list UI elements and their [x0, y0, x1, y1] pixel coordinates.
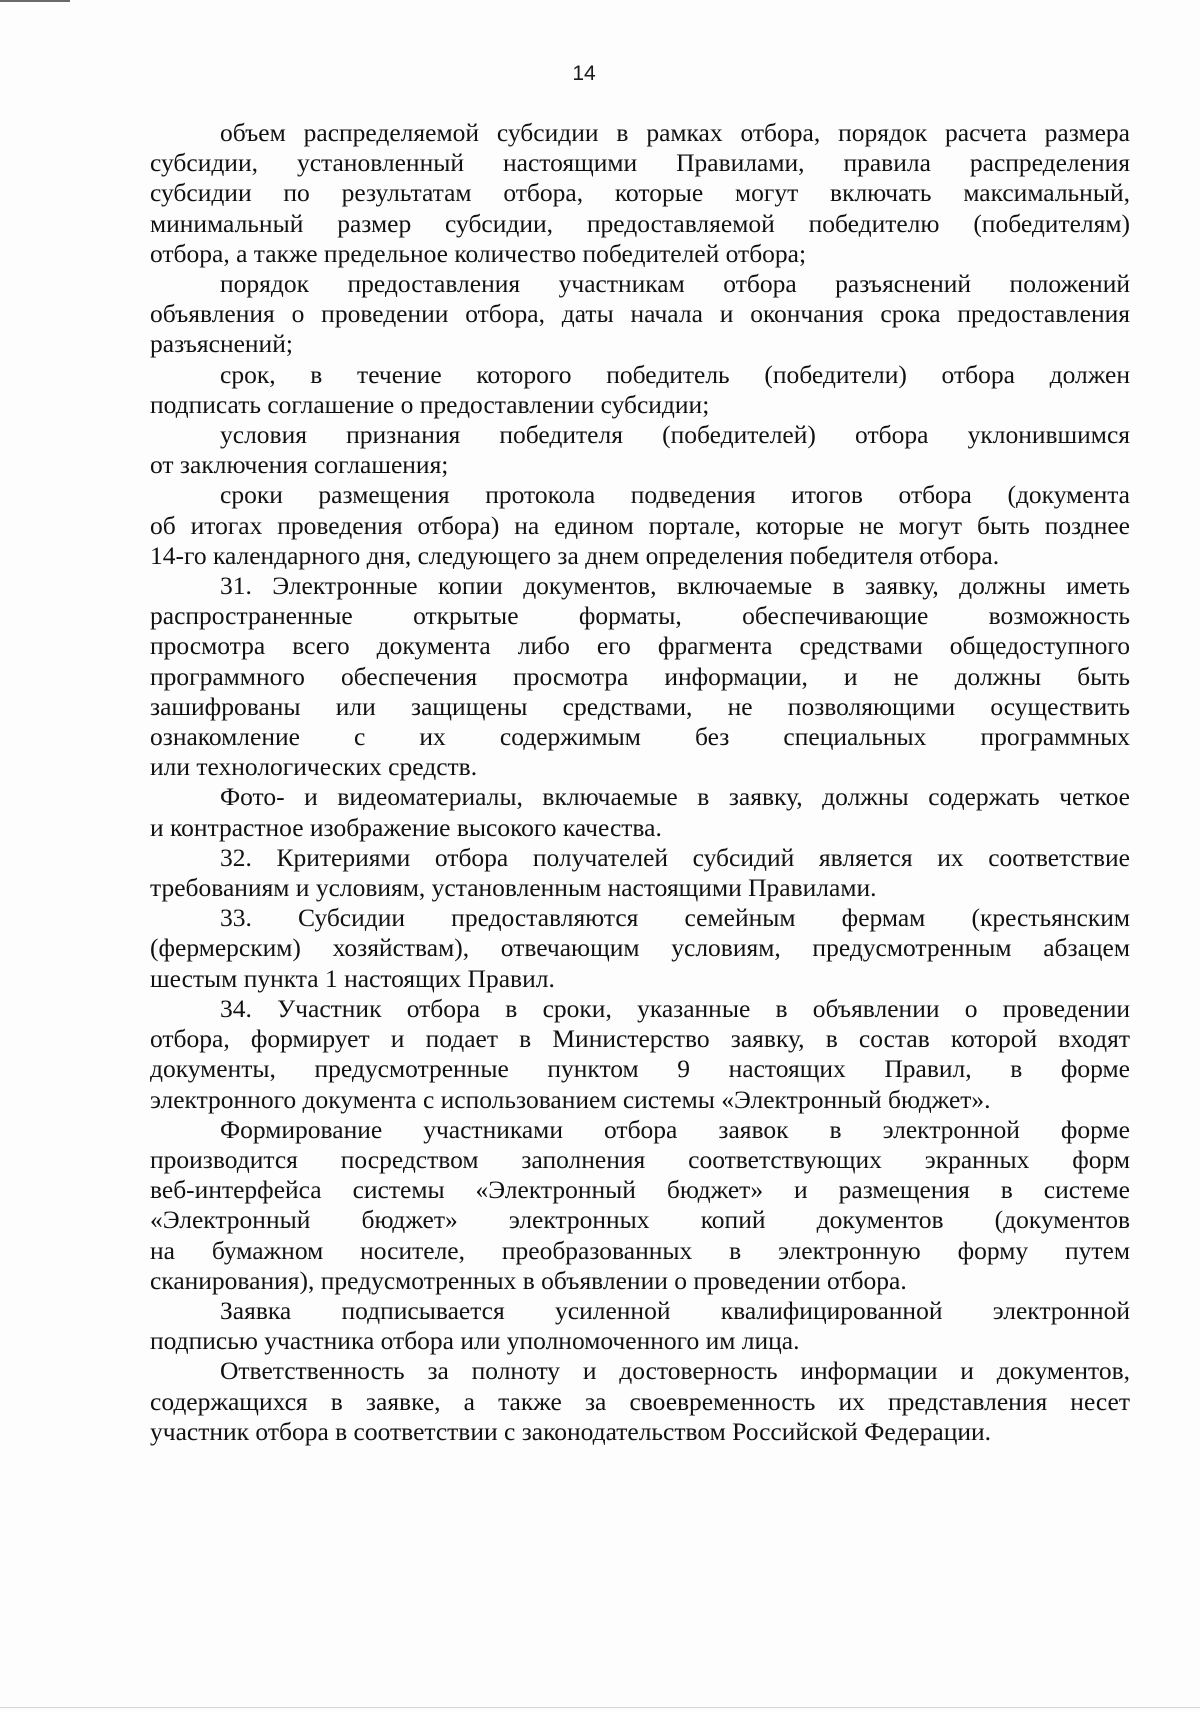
- paragraph: [150, 994, 1130, 1115]
- text-line: объявления о проведении отбора, даты начала и окончания срока предоставления: [150, 299, 1130, 329]
- paragraph: [150, 843, 1130, 903]
- text-line: отбора, а также предельное количество победителей отбора;: [150, 238, 807, 268]
- text-line: минимальный размер субсидии, предоставляемой победителю (победителям): [150, 208, 1130, 238]
- text-line: об итогах проведения отбора) на едином портале, которые не могут быть позднее: [150, 510, 1130, 540]
- text-line: производится посредством заполнения соответствующих экранных форм: [150, 1144, 1130, 1174]
- text-line: условия признания победителя (победителей) отбора уклонившимся: [220, 420, 1130, 450]
- text-line: содержащихся в заявке, а также за своевременность их представления несет: [150, 1386, 1130, 1416]
- text-line: и контрастное изображение высокого качества.: [150, 812, 662, 842]
- text-line: участник отбора в соответствии с законодательством Российской Федерации.: [150, 1416, 992, 1446]
- text-line: разъяснений;: [150, 329, 293, 359]
- paragraph: [150, 1296, 1130, 1356]
- text-line: срок, в течение которого победитель (победители) отбора должен: [220, 359, 1130, 389]
- text-line: сроки размещения протокола подведения итогов отбора (документа: [220, 480, 1130, 510]
- text-line: 32. Критериями отбора получателей субсидий является их соответствие: [220, 842, 1130, 872]
- text-line: ознакомление с их содержимым без специальных программных: [150, 722, 1130, 752]
- paragraph: [150, 1115, 1130, 1296]
- text-line: на бумажном носителе, преобразованных в электронную форму путем: [150, 1235, 1130, 1265]
- text-line: отбора, формирует и подает в Министерство заявку, в состав которой входят: [150, 1024, 1130, 1054]
- page-number: 14: [572, 62, 596, 85]
- text-line: подписать соглашение о предоставлении субсидии;: [150, 389, 710, 419]
- paragraph: [150, 1356, 1130, 1447]
- paragraph: [150, 782, 1130, 842]
- text-line: или технологических средств.: [150, 752, 478, 782]
- text-line: шестым пункта 1 настоящих Правил.: [150, 963, 555, 993]
- paragraph: [150, 269, 1130, 360]
- text-line: 14-го календарного дня, следующего за днем определения победителя отбора.: [150, 540, 1000, 570]
- text-line: «Электронный бюджет» электронных копий документов (документов: [150, 1205, 1130, 1235]
- text-line: подписью участника отбора или уполномоченного им лица.: [150, 1326, 800, 1356]
- text-line: зашифрованы или защищены средствами, не позволяющими осуществить: [150, 691, 1130, 721]
- paragraph: [150, 480, 1130, 571]
- text-line: программного обеспечения просмотра информации, и не должны быть: [150, 661, 1130, 691]
- text-line: объем распределяемой субсидии в рамках отбора, порядок расчета размера: [220, 118, 1130, 147]
- text-line: субсидии по результатам отбора, которые могут включать максимальный,: [150, 178, 1130, 208]
- paragraph: [150, 118, 1130, 269]
- text-line: Заявка подписывается усиленной квалифицированной электронной: [220, 1295, 1130, 1325]
- text-line: веб-интерфейса системы «Электронный бюджет» и размещения в системе: [150, 1175, 1130, 1205]
- paragraph: [150, 571, 1130, 782]
- text-line: сканирования), предусмотренных в объявлении о проведении отбора.: [150, 1265, 907, 1295]
- text-line: 34. Участник отбора в сроки, указанные в объявлении о проведении: [220, 993, 1130, 1023]
- document-body: [150, 118, 1130, 1447]
- paragraph: [150, 360, 1130, 420]
- text-line: Формирование участниками отбора заявок в электронной форме: [220, 1114, 1130, 1144]
- text-line: электронного документа с использованием системы «Электронный бюджет».: [150, 1084, 991, 1114]
- text-line: (фермерским) хозяйствам), отвечающим условиям, предусмотренным абзацем: [150, 933, 1130, 963]
- text-line: 31. Электронные копии документов, включаемые в заявку, должны иметь: [220, 571, 1130, 601]
- text-line: субсидии, установленный настоящими Правилами, правила распределения: [150, 148, 1130, 178]
- scan-edge-mark: [0, 0, 70, 2]
- text-line: документы, предусмотренные пунктом 9 настоящих Правил, в форме: [150, 1054, 1130, 1084]
- paragraph: [150, 903, 1130, 994]
- scan-edge-mark-bottom: [0, 1707, 1200, 1708]
- text-line: распространенные открытые форматы, обеспечивающие возможность: [150, 601, 1130, 631]
- paragraph: [150, 420, 1130, 480]
- text-line: Фото- и видеоматериалы, включаемые в заявку, должны содержать четкое: [220, 782, 1130, 812]
- text-line: Ответственность за полноту и достоверность информации и документов,: [220, 1356, 1130, 1386]
- text-line: порядок предоставления участникам отбора разъяснений положений: [220, 269, 1130, 299]
- text-line: просмотра всего документа либо его фрагмента средствами общедоступного: [150, 631, 1130, 661]
- text-line: от заключения соглашения;: [150, 450, 449, 480]
- text-line: требованиям и условиям, установленным настоящими Правилами.: [150, 873, 877, 903]
- text-line: 33. Субсидии предоставляются семейным фермам (крестьянским: [220, 903, 1130, 933]
